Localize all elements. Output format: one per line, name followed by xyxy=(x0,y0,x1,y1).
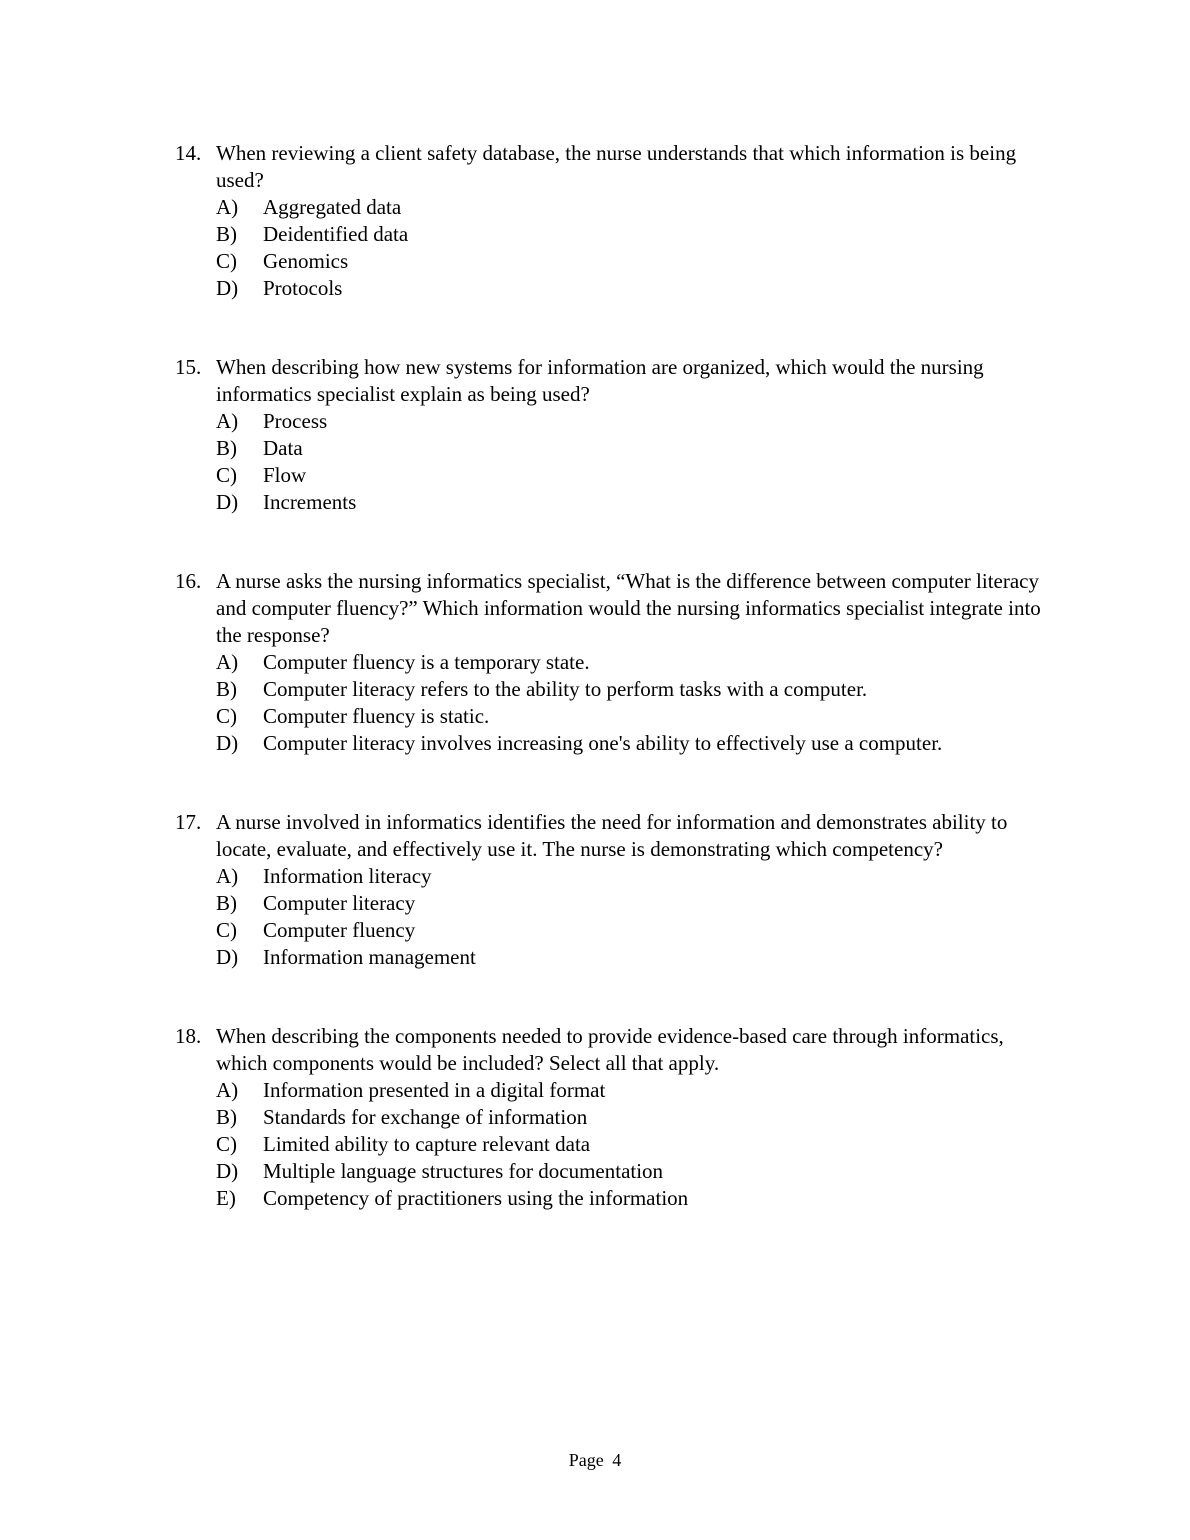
option-item xyxy=(216,408,1055,435)
question-number: 18. xyxy=(175,1024,202,1048)
option-text: Information management xyxy=(263,945,476,969)
question-number: 14. xyxy=(175,141,202,165)
option-item xyxy=(216,1185,1055,1212)
option-item xyxy=(216,275,1055,302)
option-text: Information presented in a digital format xyxy=(263,1078,606,1102)
option-item xyxy=(216,1158,1055,1185)
option-list xyxy=(175,863,1055,971)
page-number: Page 4 xyxy=(568,1450,622,1470)
option-item xyxy=(216,1131,1055,1158)
question-14 xyxy=(175,140,1055,302)
option-letter: C) xyxy=(216,249,237,273)
question-16 xyxy=(175,568,1055,757)
option-text: Computer fluency xyxy=(263,918,416,942)
option-item xyxy=(216,489,1055,516)
option-item xyxy=(216,863,1055,890)
question-text: When describing how new systems for information are organized, which would the nursing informatics specialist explain as being used? xyxy=(216,355,984,406)
option-text: Process xyxy=(263,409,328,433)
question-stem xyxy=(175,354,1055,408)
question-text: When describing the components needed to provide evidence-based care through informatics, which components would be included? Select all that apply. xyxy=(216,1024,1004,1075)
option-text: Computer literacy refers to the ability to perform tasks with a computer. xyxy=(263,677,868,701)
question-number: 17. xyxy=(175,810,202,834)
option-letter: A) xyxy=(216,864,239,888)
option-text: Information literacy xyxy=(263,864,432,888)
option-text: Computer literacy xyxy=(263,891,416,915)
option-item xyxy=(216,917,1055,944)
option-text: Computer literacy involves increasing one's ability to effectively use a computer. xyxy=(263,731,943,755)
option-letter: D) xyxy=(216,490,239,514)
option-item xyxy=(216,221,1055,248)
option-letter: B) xyxy=(216,222,237,246)
page-content xyxy=(175,140,1055,1264)
option-text: Computer fluency is static. xyxy=(263,704,490,728)
option-letter: A) xyxy=(216,195,239,219)
option-text: Flow xyxy=(263,463,307,487)
option-letter: A) xyxy=(216,650,239,674)
option-text: Genomics xyxy=(263,249,349,273)
question-text: A nurse asks the nursing informatics specialist, “What is the difference between computer literacy and computer fluency?” Which information would the nursing informatics specialist integrate into the response? xyxy=(216,569,1041,647)
option-text: Competency of practitioners using the information xyxy=(263,1186,689,1210)
option-item xyxy=(216,649,1055,676)
question-text: A nurse involved in informatics identifies the need for information and demonstrates ability to locate, evaluate, and effectively use it. The nurse is demonstrating which competency? xyxy=(216,810,1008,861)
option-text: Aggregated data xyxy=(263,195,402,219)
option-letter: C) xyxy=(216,918,237,942)
option-letter: B) xyxy=(216,1105,237,1129)
question-text: When reviewing a client safety database, the nurse understands that which information is being used? xyxy=(216,141,1017,192)
question-stem xyxy=(175,1023,1055,1077)
question-stem xyxy=(175,140,1055,194)
option-letter: C) xyxy=(216,463,237,487)
option-letter: C) xyxy=(216,704,237,728)
option-text: Multiple language structures for documentation xyxy=(263,1159,664,1183)
option-letter: B) xyxy=(216,677,237,701)
option-letter: A) xyxy=(216,409,239,433)
option-letter: D) xyxy=(216,731,239,755)
option-text: Limited ability to capture relevant data xyxy=(263,1132,591,1156)
option-text: Increments xyxy=(263,490,357,514)
option-letter: A) xyxy=(216,1078,239,1102)
option-list xyxy=(175,194,1055,302)
option-letter: C) xyxy=(216,1132,237,1156)
option-letter: D) xyxy=(216,276,239,300)
question-number: 15. xyxy=(175,355,202,379)
option-text: Standards for exchange of information xyxy=(263,1105,588,1129)
question-stem xyxy=(175,809,1055,863)
option-item xyxy=(216,194,1055,221)
option-item xyxy=(216,248,1055,275)
option-item xyxy=(216,890,1055,917)
option-list xyxy=(175,1077,1055,1212)
question-number: 16. xyxy=(175,569,202,593)
option-letter: D) xyxy=(216,1159,239,1183)
option-item xyxy=(216,730,1055,757)
option-text: Deidentified data xyxy=(263,222,409,246)
question-stem xyxy=(175,568,1055,649)
option-item xyxy=(216,703,1055,730)
option-text: Computer fluency is a temporary state. xyxy=(263,650,590,674)
option-text: Protocols xyxy=(263,276,343,300)
question-15 xyxy=(175,354,1055,516)
option-letter: E) xyxy=(216,1186,236,1210)
question-17 xyxy=(175,809,1055,971)
option-item xyxy=(216,676,1055,703)
option-item xyxy=(216,462,1055,489)
option-letter: B) xyxy=(216,436,237,460)
option-text: Data xyxy=(263,436,303,460)
option-letter: D) xyxy=(216,945,239,969)
option-item xyxy=(216,1104,1055,1131)
option-item xyxy=(216,1077,1055,1104)
option-list xyxy=(175,649,1055,757)
option-item xyxy=(216,435,1055,462)
option-list xyxy=(175,408,1055,516)
option-item xyxy=(216,944,1055,971)
question-18 xyxy=(175,1023,1055,1212)
option-letter: B) xyxy=(216,891,237,915)
